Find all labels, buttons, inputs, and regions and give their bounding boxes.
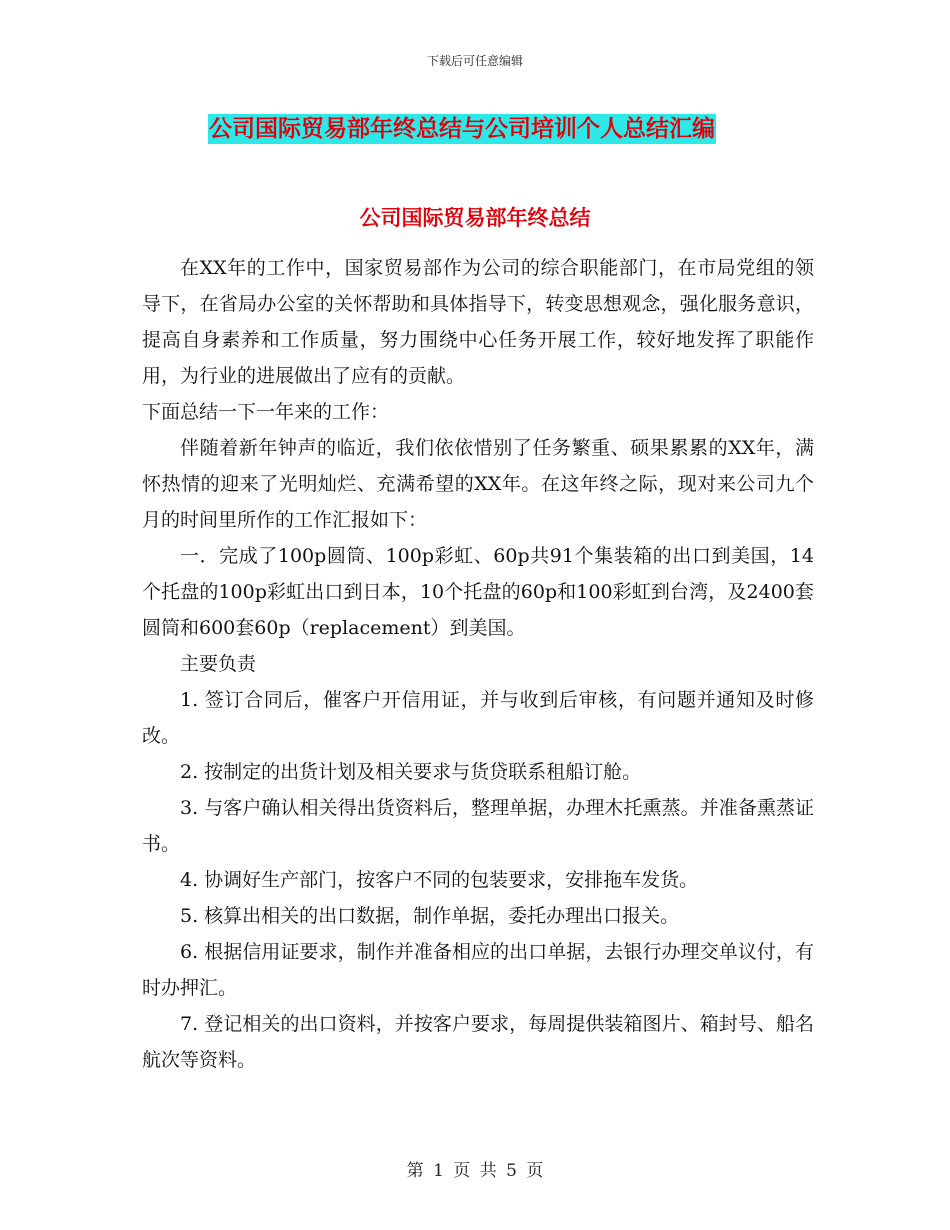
document-body — [142, 250, 814, 1078]
list-item: 2. 按制定的出货计划及相关要求与货贷联系租船订舱。 — [180, 761, 642, 783]
paragraph-summary-lead: 下面总结一下一年来的工作： — [142, 401, 390, 423]
list-item: 1. 签订合同后，催客户开信用证，并与收到后审核，有问题并通知及时修改。 — [142, 689, 814, 747]
document-main-title: 公司国际贸易部年终总结与公司培训个人总结汇编 — [209, 116, 715, 142]
list-item: 7. 登记相关的出口资料，并按客户要求，每周提供装箱图片、箱封号、船名航次等资料。 — [142, 1013, 814, 1071]
list-item: 4. 协调好生产部门，按客户不同的包装要求，安排拖车发货。 — [180, 869, 699, 891]
list-item: 5. 核算出相关的出口数据，制作单据，委托办理出口报关。 — [180, 905, 680, 927]
list-item: 3. 与客户确认相关得出货资料后，整理单据，办理木托熏蒸。并准备熏蒸证书。 — [142, 797, 814, 855]
list-item: 6. 根据信用证要求，制作并准备相应的出口单据，去银行办理交单议付，有时办押汇。 — [142, 941, 814, 999]
page-header: 下载后可任意编辑 — [426, 54, 523, 68]
page-footer: 第 1 页 共 5 页 — [406, 1161, 544, 1181]
section-title: 公司国际贸易部年终总结 — [359, 206, 591, 230]
paragraph-new-year: 伴随着新年钟声的临近，我们依依惜别了任务繁重、硕果累累的XX年，满怀热情的迎来了光明灿烂、充满希望的XX年。在这年终之际，现对来公司九个月的时间里所作的工作汇报如下： — [142, 437, 814, 531]
paragraph-achievement-1: 一．完成了100p圆筒、100p彩虹、60p共91个集装箱的出口到美国，14个托盘的100p彩虹出口到日本，10个托盘的60p和100彩虹到台湾，及2400套圆筒和600套60p（replacement）到美国。 — [142, 545, 814, 639]
paragraph-responsibilities-heading: 主要负责 — [180, 653, 257, 675]
paragraph-intro: 在XX年的工作中，国家贸易部作为公司的综合职能部门，在市局党组的领导下，在省局办公室的关怀帮助和具体指导下，转变思想观念，强化服务意识，提高自身素养和工作质量，努力围绕中心任务开展工作，较好地发挥了职能作用，为行业的进展做出了应有的贡献。 — [142, 257, 814, 387]
